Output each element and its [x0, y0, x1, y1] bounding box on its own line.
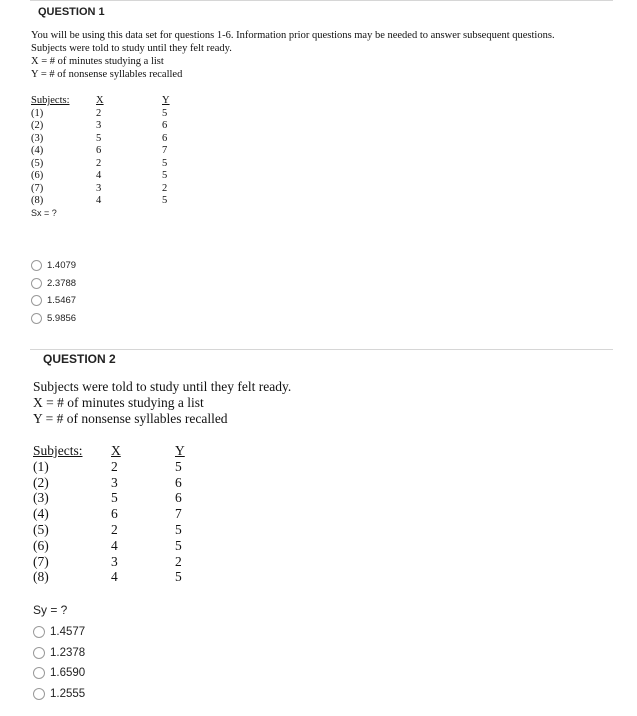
subject-cell: (1): [31, 107, 44, 119]
radio-button[interactable]: [33, 626, 45, 638]
x-cell: 4: [96, 195, 102, 206]
question-1-line: Y = # of nonsense syllables recalled: [31, 69, 183, 80]
radio-button[interactable]: [31, 260, 42, 271]
option-label: 1.6590: [50, 667, 86, 680]
radio-button[interactable]: [33, 688, 45, 700]
y-cell: 5: [162, 107, 168, 119]
option-label: 5.9856: [47, 312, 77, 324]
question-2-divider: [30, 349, 613, 350]
answer-option[interactable]: [31, 310, 76, 328]
radio-button[interactable]: [31, 313, 42, 324]
subject-cell: (6): [31, 170, 44, 181]
question-2-title: QUESTION 2: [43, 352, 116, 366]
subject-cell: (8): [33, 569, 49, 585]
subject-cell: (4): [31, 145, 44, 156]
x-cell: 3: [96, 120, 102, 131]
x-cell: 6: [96, 145, 102, 156]
answer-option[interactable]: [33, 684, 85, 705]
y-cell: 5: [162, 195, 168, 206]
question-2-line: Y = # of nonsense syllables recalled: [33, 411, 228, 426]
answer-option[interactable]: [31, 257, 76, 275]
answer-option[interactable]: [31, 292, 76, 310]
x-cell: 5: [96, 132, 102, 144]
question-1-divider: [30, 0, 613, 1]
option-label: 1.2378: [50, 646, 86, 659]
x-header: X: [96, 95, 104, 106]
answer-option[interactable]: [33, 663, 85, 684]
y-cell: 2: [162, 182, 168, 194]
question-2-options: [33, 622, 85, 704]
x-cell: 4: [96, 170, 102, 181]
option-label: 1.4079: [47, 260, 77, 272]
question-1-line: X = # of minutes studying a list: [31, 56, 164, 67]
x-cell: 4: [111, 537, 118, 553]
question-2-line: X = # of minutes studying a list: [33, 395, 204, 410]
subject-cell: (7): [33, 553, 49, 569]
subject-cell: (4): [33, 506, 49, 522]
answer-option[interactable]: [33, 643, 85, 664]
question-2-line: Subjects were told to study until they felt ready.: [33, 379, 292, 394]
y-cell: 2: [175, 553, 182, 569]
answer-option[interactable]: [33, 622, 85, 643]
radio-button[interactable]: [33, 667, 45, 679]
x-cell: 2: [111, 458, 118, 474]
subjects-header: Subjects:: [33, 443, 83, 458]
question-1-prompt: Sx = ?: [31, 208, 57, 218]
x-cell: 2: [96, 107, 102, 119]
question-1-line: Subjects were told to study until they felt ready.: [31, 43, 232, 54]
y-cell: 6: [175, 474, 182, 490]
subjects-header: Subjects:: [31, 95, 70, 106]
x-cell: 3: [111, 474, 118, 490]
x-header: X: [111, 443, 121, 458]
subject-cell: (2): [33, 474, 49, 490]
subject-cell: (8): [31, 195, 44, 206]
y-header: Y: [162, 95, 170, 106]
x-cell: 3: [96, 182, 102, 194]
x-cell: 6: [111, 506, 118, 522]
subject-cell: (1): [33, 458, 49, 474]
y-cell: 5: [175, 458, 182, 474]
y-cell: 5: [162, 157, 168, 169]
radio-button[interactable]: [33, 647, 45, 659]
y-cell: 5: [175, 569, 182, 585]
question-2-prompt: Sy = ?: [33, 603, 68, 617]
subject-cell: (7): [31, 182, 44, 194]
x-cell: 2: [111, 521, 118, 537]
y-cell: 5: [175, 537, 182, 553]
question-1-options: [31, 257, 76, 327]
y-cell: 7: [175, 506, 182, 522]
y-cell: 6: [175, 490, 182, 506]
answer-option[interactable]: [31, 275, 76, 293]
y-cell: 5: [162, 170, 168, 181]
question-2-text: [33, 379, 291, 427]
option-label: 1.2555: [50, 687, 86, 700]
question-1-line: You will be using this data set for questions 1-6. Information prior questions may be needed to answer subsequent questions.: [31, 30, 555, 41]
radio-button[interactable]: [31, 278, 42, 289]
subject-cell: (6): [33, 537, 49, 553]
subject-cell: (3): [33, 490, 49, 506]
question-1-text: [31, 29, 555, 81]
x-cell: 2: [96, 157, 102, 169]
option-label: 1.5467: [47, 295, 77, 307]
y-cell: 6: [162, 132, 168, 144]
option-label: 2.3788: [47, 277, 77, 289]
subject-cell: (3): [31, 132, 44, 144]
y-cell: 6: [162, 120, 168, 131]
radio-button[interactable]: [31, 295, 42, 306]
question-1-title: QUESTION 1: [38, 6, 105, 18]
y-header: Y: [175, 443, 185, 458]
subject-cell: (2): [31, 120, 44, 131]
y-cell: 5: [175, 521, 182, 537]
y-cell: 7: [162, 145, 168, 156]
x-cell: 4: [111, 569, 118, 585]
subject-cell: (5): [31, 157, 44, 169]
x-cell: 5: [111, 490, 118, 506]
x-cell: 3: [111, 553, 118, 569]
option-label: 1.4577: [50, 626, 86, 639]
subject-cell: (5): [33, 521, 49, 537]
